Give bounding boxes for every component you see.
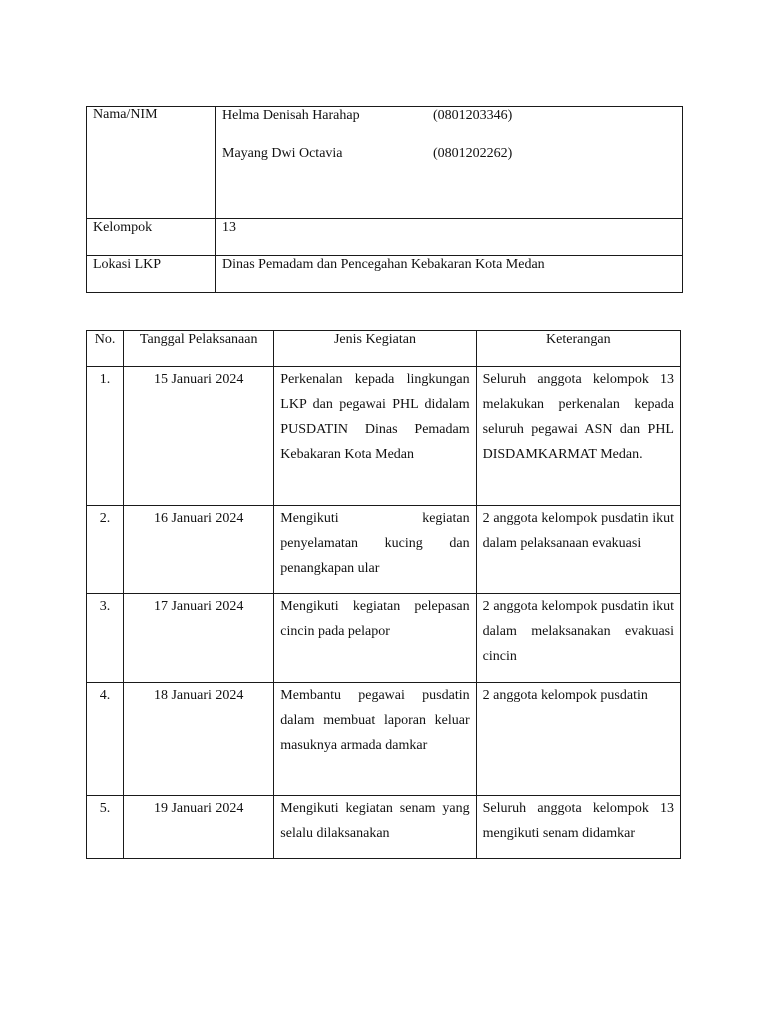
table-row (87, 683, 681, 796)
row-keterangan: 2 anggota kelompok pusdatin ikut dalam pelaksanaan evakuasi (476, 506, 680, 594)
member-nim: (0801202262) (433, 146, 513, 161)
lokasi-row (87, 256, 683, 293)
table-row (87, 367, 681, 506)
kelompok-value: 13 (216, 219, 683, 256)
member-entry (222, 107, 676, 125)
activity-header-row (87, 331, 681, 367)
member-nim: (0801203346) (433, 108, 513, 123)
row-jenis: Membantu pegawai pusdatin dalam membuat laporan keluar masuknya armada damkar (274, 683, 476, 796)
kelompok-label: Kelompok (87, 219, 216, 256)
row-date: 17 Januari 2024 (124, 594, 274, 683)
row-jenis: Mengikuti kegiatan pelepasan cincin pada pelapor (274, 594, 476, 683)
header-date: Tanggal Pelaksanaan (124, 331, 274, 367)
row-jenis: Mengikuti kegiatan senam yang selalu dilaksanakan (274, 796, 476, 859)
row-date: 16 Januari 2024 (124, 506, 274, 594)
row-keterangan: 2 anggota kelompok pusdatin (476, 683, 680, 796)
table-row (87, 594, 681, 683)
member-name: Mayang Dwi Octavia (222, 146, 343, 161)
member-name: Helma Denisah Harahap (222, 108, 360, 123)
header-keterangan: Keterangan (476, 331, 680, 367)
row-no: 2. (87, 506, 124, 594)
activity-table (86, 330, 681, 859)
name-nim-label: Nama/NIM (87, 107, 216, 219)
header-no: No. (87, 331, 124, 367)
header-jenis: Jenis Kegiatan (274, 331, 476, 367)
name-nim-cell (216, 107, 683, 219)
row-date: 15 Januari 2024 (124, 367, 274, 506)
table-row (87, 506, 681, 594)
name-nim-row (87, 107, 683, 219)
row-date: 18 Januari 2024 (124, 683, 274, 796)
row-jenis: Perkenalan kepada lingkungan LKP dan pegawai PHL didalam PUSDATIN Dinas Pemadam Kebakaran Kota Medan (274, 367, 476, 506)
row-no: 5. (87, 796, 124, 859)
member-entry (222, 145, 676, 163)
row-keterangan: Seluruh anggota kelompok 13 mengikuti senam didamkar (476, 796, 680, 859)
lokasi-value: Dinas Pemadam dan Pencegahan Kebakaran Kota Medan (216, 256, 683, 293)
identity-table (86, 106, 683, 293)
row-keterangan: Seluruh anggota kelompok 13 melakukan perkenalan kepada seluruh pegawai ASN dan PHL DISDAMKARMAT Medan. (476, 367, 680, 506)
row-no: 3. (87, 594, 124, 683)
row-keterangan: 2 anggota kelompok pusdatin ikut dalam melaksanakan evakuasi cincin (476, 594, 680, 683)
row-no: 1. (87, 367, 124, 506)
kelompok-row (87, 219, 683, 256)
lokasi-label: Lokasi LKP (87, 256, 216, 293)
row-no: 4. (87, 683, 124, 796)
table-row (87, 796, 681, 859)
row-jenis: Mengikuti kegiatan penyelamatan kucing dan penangkapan ular (274, 506, 476, 594)
row-date: 19 Januari 2024 (124, 796, 274, 859)
